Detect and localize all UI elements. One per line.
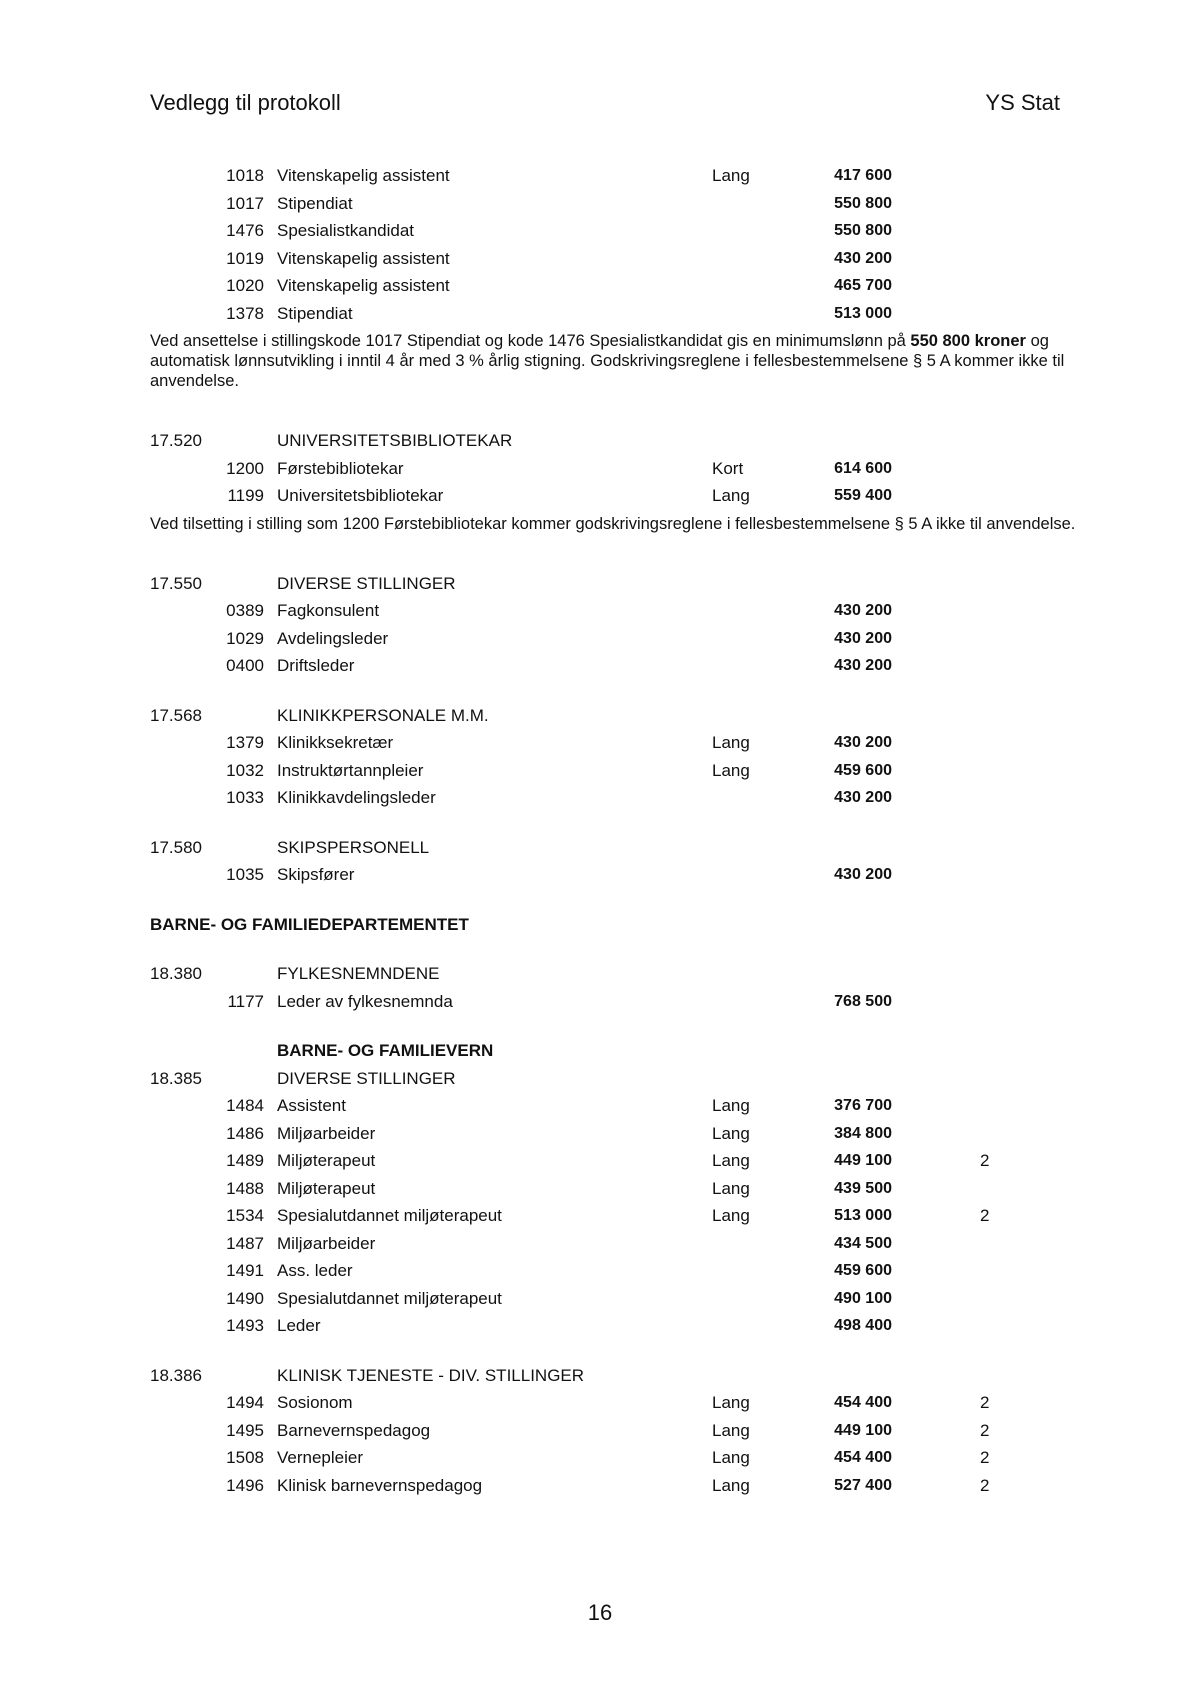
position-title: Avdelingsleder [277,628,389,648]
position-code: 1032 [226,760,264,780]
section-number: 18.386 [150,1365,202,1385]
salary-amount: 430 200 [834,866,892,883]
position-title: Leder [277,1316,321,1335]
length-class: Lang [712,1096,750,1115]
section-heading [0,427,1200,455]
length-class: Lang [712,486,750,505]
section-title: DIVERSE STILLINGER [277,573,456,593]
position-title: Skipsfører [277,865,355,884]
position-code: 1488 [226,1178,264,1198]
position-title: Instruktørtannpleier [277,760,424,780]
table-block [0,988,1200,1016]
length-class: Lang [712,1420,750,1440]
salary-amount: 417 600 [834,167,892,184]
footnote-ref: 2 [980,1420,990,1440]
section-heading [0,1362,1200,1390]
position-title: Spesialutdannet miljøterapeut [277,1206,502,1225]
paragraph-credit-rules: Ved tilsetting i stilling som 1200 Førstebibliotekar kommer godskrivingsreglene i fellesbestemmelsene § 5 A ikke til anvendelse. [150,514,1076,533]
section-number: 18.385 [150,1068,202,1088]
salary-amount: 465 700 [834,277,892,294]
position-code: 1495 [226,1420,264,1440]
salary-amount: 384 800 [834,1124,892,1142]
salary-amount: 430 200 [834,789,892,806]
position-title: Sosionom [277,1393,353,1412]
salary-amount: 459 600 [834,761,892,779]
salary-amount: 449 100 [834,1421,892,1439]
position-title: Leder av fylkesnemnda [277,991,453,1011]
length-class: Lang [712,1123,750,1143]
table-row [0,217,1200,245]
page-number: 16 [587,1600,613,1625]
subsection-title: BARNE- OG FAMILIEVERN [277,1041,494,1060]
position-title: Førstebibliotekar [277,458,404,478]
salary-amount: 430 200 [834,734,892,751]
position-title: Stipendiat [277,193,353,213]
salary-amount: 559 400 [834,487,892,504]
salary-amount: 430 200 [834,249,892,267]
section-title: KLINISK TJENESTE - DIV. STILLINGER [277,1365,585,1385]
table-row [0,272,1200,300]
position-code: 1035 [226,865,264,884]
position-title: Ass. leder [277,1261,353,1280]
table-row [0,482,1200,510]
table-row [0,455,1200,483]
position-code: 1378 [226,303,264,323]
position-title: Spesialistkandidat [277,221,415,240]
salary-amount: 614 600 [834,459,892,477]
section-heading [0,960,1200,988]
position-code: 1487 [226,1233,264,1253]
position-code: 1033 [226,788,264,807]
table-block [0,162,1200,327]
salary-amount: 768 500 [834,992,892,1010]
salary-amount: 430 200 [834,602,892,619]
section-heading [0,570,1200,598]
position-code: 1493 [226,1316,264,1335]
salary-amount: 454 400 [834,1394,892,1411]
table-row [0,988,1200,1016]
position-code: 1476 [226,221,264,240]
position-code: 1490 [226,1288,264,1308]
length-class: Lang [712,1178,750,1198]
table-row [0,300,1200,328]
position-code: 1017 [226,193,264,213]
section-heading [0,702,1200,730]
length-class: Lang [712,733,750,752]
position-title: Driftsleder [277,656,355,675]
section-heading [0,1065,1200,1093]
section-title: FYLKESNEMNDENE [277,964,440,983]
length-class: Lang [712,1151,750,1170]
table-row [0,162,1200,190]
footnote-ref: 2 [980,1448,990,1467]
position-code: 1534 [226,1206,264,1225]
paragraph-text: Ved ansettelse i stillingskode 1017 Stipendiat og kode 1476 Spesialistkandidat gis en minimumslønn på [150,332,911,350]
position-code: 1018 [226,166,264,185]
document-body [0,162,1200,1499]
position-title: Fagkonsulent [277,601,380,620]
table-block [0,1389,1200,1499]
table-row [0,1444,1200,1472]
table-row [0,861,1200,889]
position-title: Vitenskapelig assistent [277,276,450,295]
table-row [0,1257,1200,1285]
section-title: KLINIKKPERSONALE M.M. [277,705,489,725]
footnote-ref: 2 [980,1393,990,1412]
salary-amount: 430 200 [834,657,892,674]
position-title: Klinikkavdelingsleder [277,788,436,807]
footnote-ref: 2 [980,1475,990,1495]
department-heading: BARNE- OG FAMILIEDEPARTEMENTET [150,914,469,934]
salary-amount: 513 000 [834,1207,892,1224]
section-title: SKIPSPERSONELL [277,837,430,857]
table-block [0,861,1200,889]
salary-amount: 490 100 [834,1289,892,1307]
position-title: Klinikksekretær [277,733,394,752]
length-class: Kort [712,458,744,478]
salary-amount: 527 400 [834,1476,892,1494]
position-code: 1484 [226,1096,264,1115]
position-code: 1491 [226,1261,264,1280]
position-code: 1489 [226,1151,264,1170]
table-row [0,1417,1200,1445]
salary-amount: 550 800 [834,194,892,212]
salary-amount: 376 700 [834,1097,892,1114]
paragraph-text: og automatisk lønnsutvikling i inntil 4 år med 3 % årlig stigning. Godskrivingsreglene i fellesbestemmelsene § 5 A kommer ikke til anvendelse. [150,332,1065,390]
length-class: Lang [712,1475,750,1495]
salary-amount: 449 100 [834,1152,892,1169]
section-number: 17.520 [150,431,202,450]
position-code: 1379 [226,733,264,752]
position-title: Miljøarbeider [277,1123,376,1143]
position-code: 1486 [226,1123,264,1143]
position-title: Vitenskapelig assistent [277,248,450,268]
position-title: Vernepleier [277,1448,364,1467]
position-code: 0400 [226,656,264,675]
section-number: 17.580 [150,837,202,857]
header-right: YS Stat [985,90,1060,115]
table-row [0,245,1200,273]
length-class: Lang [712,760,750,780]
table-row [0,729,1200,757]
salary-amount: 439 500 [834,1179,892,1197]
table-row [0,1285,1200,1313]
footnote-ref: 2 [980,1151,990,1170]
header-left: Vedlegg til protokoll [150,90,341,115]
position-code: 1494 [226,1393,264,1412]
length-class: Lang [712,1448,750,1467]
table-row [0,1092,1200,1120]
position-title: Klinisk barnevernspedagog [277,1475,483,1495]
section-title: UNIVERSITETSBIBLIOTEKAR [277,431,513,450]
salary-amount: 498 400 [834,1317,892,1334]
length-class: Lang [712,1206,750,1225]
salary-amount: 550 800 [834,222,892,239]
position-code: 1199 [227,486,264,505]
position-title: Miljøterapeut [277,1151,376,1170]
subsection-heading [0,1037,1200,1065]
length-class: Lang [712,166,750,185]
position-title: Miljøarbeider [277,1233,376,1253]
table-row [0,1230,1200,1258]
table-row [0,1120,1200,1148]
position-title: Universitetsbibliotekar [277,486,444,505]
position-code: 1508 [226,1448,264,1467]
position-code: 1200 [226,458,264,478]
position-code: 1496 [226,1475,264,1495]
section-number: 18.380 [150,964,202,983]
table-row [0,597,1200,625]
salary-amount: 434 500 [834,1234,892,1252]
position-code: 1029 [226,628,264,648]
table-block [0,597,1200,680]
table-row [0,1312,1200,1340]
salary-amount: 430 200 [834,629,892,647]
length-class: Lang [712,1393,750,1412]
section-heading [0,834,1200,862]
position-title: Miljøterapeut [277,1178,376,1198]
table-row [0,652,1200,680]
position-code: 0389 [226,601,264,620]
table-row [0,1147,1200,1175]
salary-amount: 513 000 [834,304,892,322]
table-block [0,1092,1200,1340]
salary-amount: 454 400 [834,1449,892,1466]
position-title: Assistent [277,1096,346,1115]
position-title: Spesialutdannet miljøterapeut [277,1288,502,1308]
table-row [0,1472,1200,1500]
table-block [0,729,1200,812]
position-title: Barnevernspedagog [277,1420,431,1440]
section-number: 17.550 [150,573,202,593]
section-title: DIVERSE STILLINGER [277,1068,456,1088]
paragraph-minimum-salary [0,331,1200,391]
position-title: Vitenskapelig assistent [277,166,450,185]
footnote-ref: 2 [980,1206,990,1225]
salary-amount: 459 600 [834,1262,892,1279]
table-row [0,757,1200,785]
table-row [0,190,1200,218]
position-title: Stipendiat [277,303,353,323]
position-code: 1019 [226,248,264,268]
table-row [0,784,1200,812]
table-row [0,625,1200,653]
position-code: 1020 [226,276,264,295]
table-row [0,1175,1200,1203]
position-code: 1177 [227,991,264,1011]
table-row [0,1202,1200,1230]
table-row [0,1389,1200,1417]
table-block [0,455,1200,510]
paragraph-bold: 550 800 kroner [910,332,1026,350]
section-number: 17.568 [150,705,202,725]
